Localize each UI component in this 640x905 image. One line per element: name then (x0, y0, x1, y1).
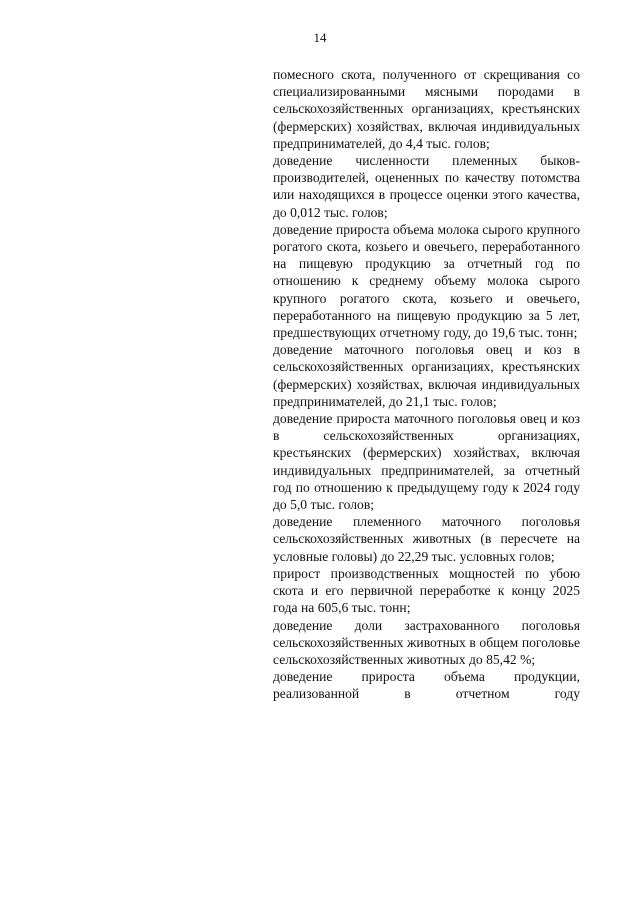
paragraph: доведение доли застрахованного поголовья сельскохозяйственных животных в общем поголовье сельскохозяйственных животных до 85,42 %; (273, 617, 580, 667)
paragraph: доведение прироста объема продукции, реализованной в отчетном году (273, 669, 580, 702)
paragraph: доведение племенного маточного поголовья сельскохозяйственных животных (в пересчете на условные головы) до 22,29 тыс. условных голов; (273, 514, 580, 564)
page-number: 14 (313, 30, 327, 45)
document-body (273, 66, 580, 703)
paragraph: доведение маточного поголовья овец и коз в сельскохозяйственных организациях, крестьянских (фермерских) хозяйствах, включая индивидуальных предпринимателей, до 21,1 тыс. голов; (273, 342, 580, 409)
paragraph: доведение численности племенных быков-производителей, оцененных по качеству потомства или находящихся в процессе оценки этого качества, до 0,012 тыс. голов; (273, 153, 580, 220)
paragraph: доведение прироста маточного поголовья овец и коз в сельскохозяйственных организациях, крестьянских (фермерских) хозяйствах, включая индивидуальных предпринимателей, за отчетный год по отношению к предыдущему году к 2024 году до 5,0 тыс. голов; (273, 411, 580, 513)
paragraph: доведение прироста объема молока сырого крупного рогатого скота, козьего и овечьего, переработанного на пищевую продукцию за отчетный год по отношению к среднему объему молока сырого крупного рогатого скота, козьего и овечьего, переработанного на пищевую продукцию за 5 лет, предшествующих отчетному году, до 19,6 тыс. тонн; (273, 221, 580, 341)
paragraph: помесного скота, полученного от скрещивания со специализированными мясными породами в сельскохозяйственных организациях, крестьянских (фермерских) хозяйствах, включая индивидуальных предпринимателей, до 4,4 тыс. голов; (273, 67, 580, 151)
paragraph: прирост производственных мощностей по убою скота и его первичной переработке к концу 2025 года на 605,6 тыс. тонн; (273, 565, 580, 616)
